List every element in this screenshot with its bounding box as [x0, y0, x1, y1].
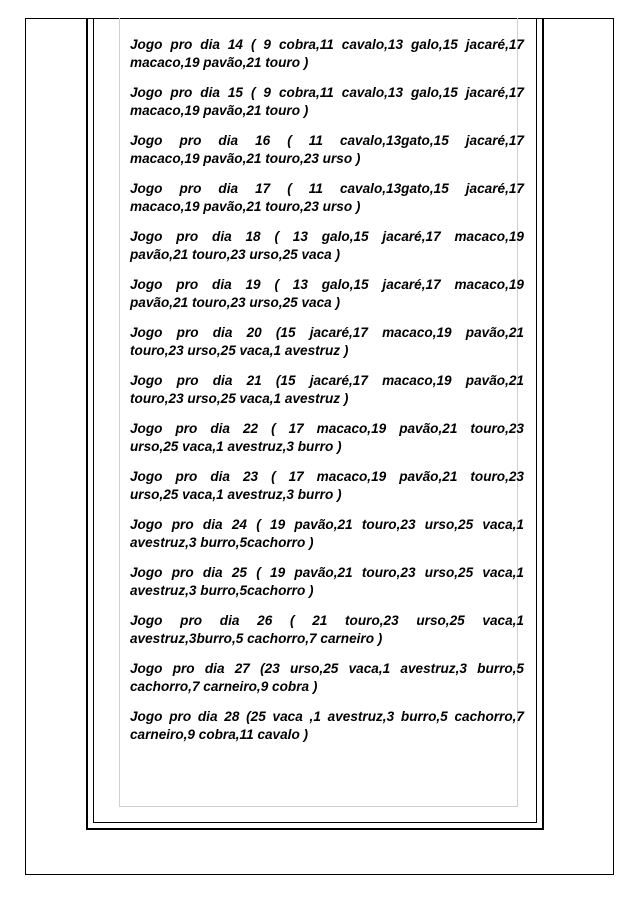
- game-entry-16: [130, 132, 524, 168]
- game-entry-15: [130, 84, 524, 120]
- entry-line-2: pavão,21 touro,23 urso,25 vaca ): [130, 295, 341, 310]
- game-entry-17: [130, 180, 524, 216]
- game-entry-25: [130, 564, 524, 600]
- entry-line-2: urso,25 vaca,1 avestruz,3 burro ): [130, 487, 342, 502]
- entry-line-2: macaco,19 pavão,21 touro ): [130, 103, 309, 118]
- entry-line-2: touro,23 urso,25 vaca,1 avestruz ): [130, 343, 349, 358]
- entry-line-2: carneiro,9 cobra,11 cavalo ): [130, 727, 309, 742]
- entry-line-1: Jogo pro dia 14 ( 9 cobra,11 cavalo,13 galo,15 jacaré,17: [130, 37, 524, 52]
- game-entry-24: [130, 516, 524, 552]
- game-entry-23: [130, 468, 524, 504]
- game-entry-18: [130, 228, 524, 264]
- entry-line-2: avestruz,3 burro,5cachorro ): [130, 583, 314, 598]
- entry-line-1: Jogo pro dia 15 ( 9 cobra,11 cavalo,13 galo,15 jacaré,17: [130, 85, 524, 100]
- entry-line-1: Jogo pro dia 26 ( 21 touro,23 urso,25 vaca,1: [130, 613, 524, 628]
- game-entry-21: [130, 372, 524, 408]
- entry-line-2: cachorro,7 carneiro,9 cobra ): [130, 679, 318, 694]
- entry-line-2: touro,23 urso,25 vaca,1 avestruz ): [130, 391, 349, 406]
- entry-line-1: Jogo pro dia 28 (25 vaca ,1 avestruz,3 burro,5 cachorro,7: [130, 709, 524, 724]
- entry-line-2: pavão,21 touro,23 urso,25 vaca ): [130, 247, 341, 262]
- entry-line-1: Jogo pro dia 22 ( 17 macaco,19 pavão,21 touro,23: [130, 421, 524, 436]
- game-entry-19: [130, 276, 524, 312]
- game-entry-20: [130, 324, 524, 360]
- game-entry-28: [130, 708, 524, 744]
- entry-line-1: Jogo pro dia 17 ( 11 cavalo,13gato,15 jacaré,17: [130, 181, 524, 196]
- entry-line-1: Jogo pro dia 23 ( 17 macaco,19 pavão,21 touro,23: [130, 469, 524, 484]
- game-entry-14: [130, 36, 524, 72]
- entry-line-2: macaco,19 pavão,21 touro,23 urso ): [130, 151, 361, 166]
- game-list: [130, 36, 524, 756]
- entry-line-2: macaco,19 pavão,21 touro ): [130, 55, 309, 70]
- entry-line-1: Jogo pro dia 20 (15 jacaré,17 macaco,19 pavão,21: [130, 325, 524, 340]
- entry-line-2: urso,25 vaca,1 avestruz,3 burro ): [130, 439, 342, 454]
- entry-line-1: Jogo pro dia 16 ( 11 cavalo,13gato,15 jacaré,17: [130, 133, 524, 148]
- game-entry-26: [130, 612, 524, 648]
- entry-line-2: avestruz,3burro,5 cachorro,7 carneiro ): [130, 631, 383, 646]
- entry-line-2: avestruz,3 burro,5cachorro ): [130, 535, 314, 550]
- game-entry-27: [130, 660, 524, 696]
- entry-line-1: Jogo pro dia 19 ( 13 galo,15 jacaré,17 macaco,19: [130, 277, 524, 292]
- entry-line-1: Jogo pro dia 25 ( 19 pavão,21 touro,23 urso,25 vaca,1: [130, 565, 524, 580]
- entry-line-1: Jogo pro dia 24 ( 19 pavão,21 touro,23 urso,25 vaca,1: [130, 517, 524, 532]
- entry-line-1: Jogo pro dia 18 ( 13 galo,15 jacaré,17 macaco,19: [130, 229, 524, 244]
- entry-line-1: Jogo pro dia 21 (15 jacaré,17 macaco,19 pavão,21: [130, 373, 524, 388]
- entry-line-2: macaco,19 pavão,21 touro,23 urso ): [130, 199, 361, 214]
- game-entry-22: [130, 420, 524, 456]
- entry-line-1: Jogo pro dia 27 (23 urso,25 vaca,1 avestruz,3 burro,5: [130, 661, 524, 676]
